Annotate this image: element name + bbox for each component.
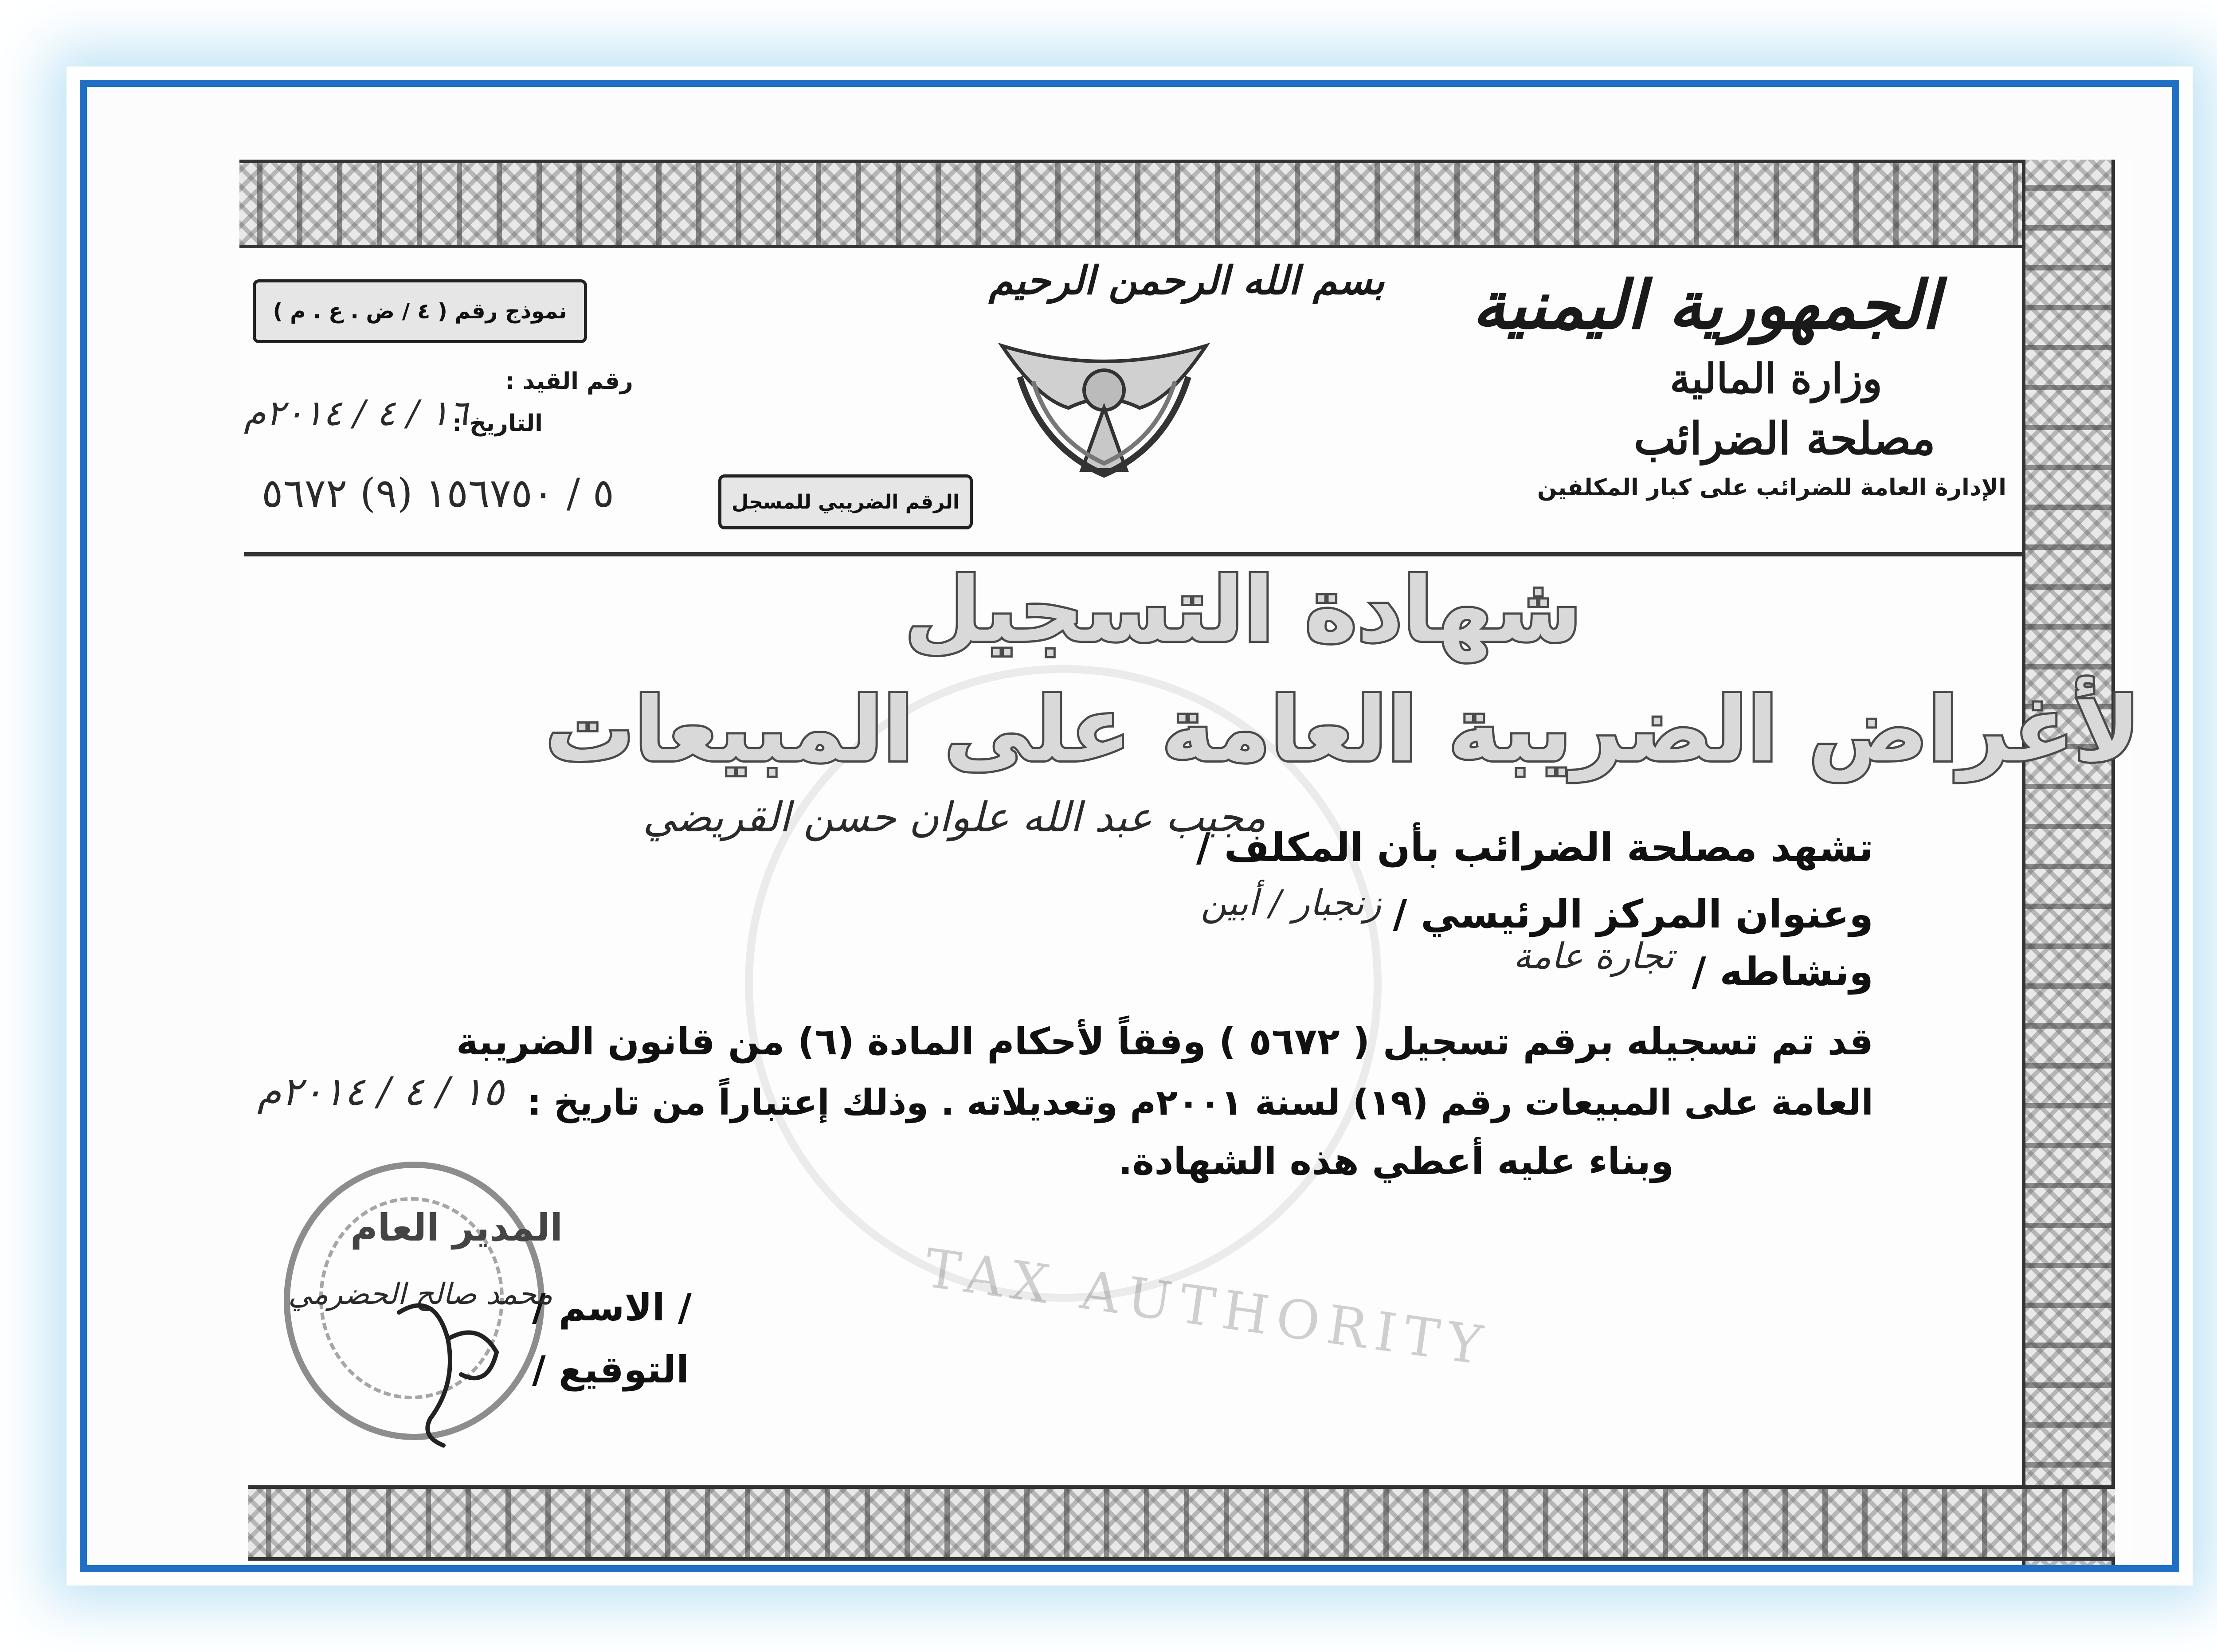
yemen-eagle-emblem-icon bbox=[993, 337, 1215, 483]
department-name: الإدارة العامة للضرائب على كبار المكلفين bbox=[1537, 474, 2006, 501]
form-number: نموذج رقم ( ٤ / ض . ع . م ) bbox=[273, 299, 567, 324]
name-label: / الاسم / bbox=[532, 1286, 692, 1329]
authority-name: مصلحة الضرائب bbox=[1633, 412, 1935, 465]
ministry-name: وزارة المالية bbox=[1669, 355, 1882, 403]
tax-number-box bbox=[718, 474, 973, 529]
tax-number-label: الرقم الضريبي للمسجل bbox=[732, 490, 960, 513]
taxpayer-label: تشهد مصلحة الضرائب بأن المكلف / bbox=[1196, 825, 1873, 870]
paragraph-line-1: قد تم تسجيله برقم تسجيل ( ٥٦٧٢ ) وفقاً لأحكام المادة (٦) من قانون الضريبة bbox=[456, 1020, 1873, 1063]
handwritten-signature-icon bbox=[381, 1286, 514, 1454]
header-divider bbox=[244, 552, 2022, 556]
ornament-border-top bbox=[239, 160, 2106, 248]
country-name: الجمهورية اليمنية bbox=[1472, 266, 1940, 344]
basmala: بسم الله الرحمن الرحيم bbox=[989, 257, 1385, 303]
date-label: التاريخ : bbox=[452, 410, 543, 437]
certificate-title: شهادة التسجيل bbox=[905, 559, 1582, 662]
form-number-box bbox=[253, 279, 587, 343]
activity-value: تجارة عامة bbox=[1513, 936, 1674, 977]
paragraph-line-2: العامة على المبيعات رقم (١٩) لسنة ٢٠٠١م وتعديلاته . وذلك إعتباراً من تاريخ : bbox=[527, 1082, 1873, 1123]
address-label: وعنوان المركز الرئيسي / bbox=[1393, 891, 1873, 937]
name-value: محمد صالح الحضرمي bbox=[288, 1277, 553, 1311]
address-value: زنجبار / أبين bbox=[1200, 882, 1381, 924]
tax-number-value: ٥ / ١٥٦٧٥٠ (٩) ٥٦٧٢ bbox=[262, 470, 615, 517]
activity-label: ونشاطه / bbox=[1692, 949, 1873, 994]
certificate-subtitle: لأغراض الضريبة العامة على المبيعات bbox=[545, 678, 2140, 782]
watermark-text: TAX AUTHORITY bbox=[920, 1237, 1494, 1378]
paragraph-line-3: وبناء عليه أعطي هذه الشهادة. bbox=[1118, 1139, 1674, 1183]
director-title: المدير العام bbox=[350, 1206, 563, 1249]
ornament-border-right bbox=[2022, 160, 2115, 1565]
registration-label: رقم القيد : bbox=[505, 368, 633, 395]
date-value: ١٦ / ٤ / ٢٠١٤م bbox=[244, 392, 468, 434]
signature-label: التوقيع / bbox=[532, 1348, 689, 1391]
taxpayer-value: مجيب عبد الله علوان حسن القريضي bbox=[642, 794, 1266, 841]
effective-date: ١٥ / ٤ / ٢٠١٤م bbox=[257, 1069, 504, 1114]
ornament-border-bottom bbox=[248, 1485, 2115, 1561]
